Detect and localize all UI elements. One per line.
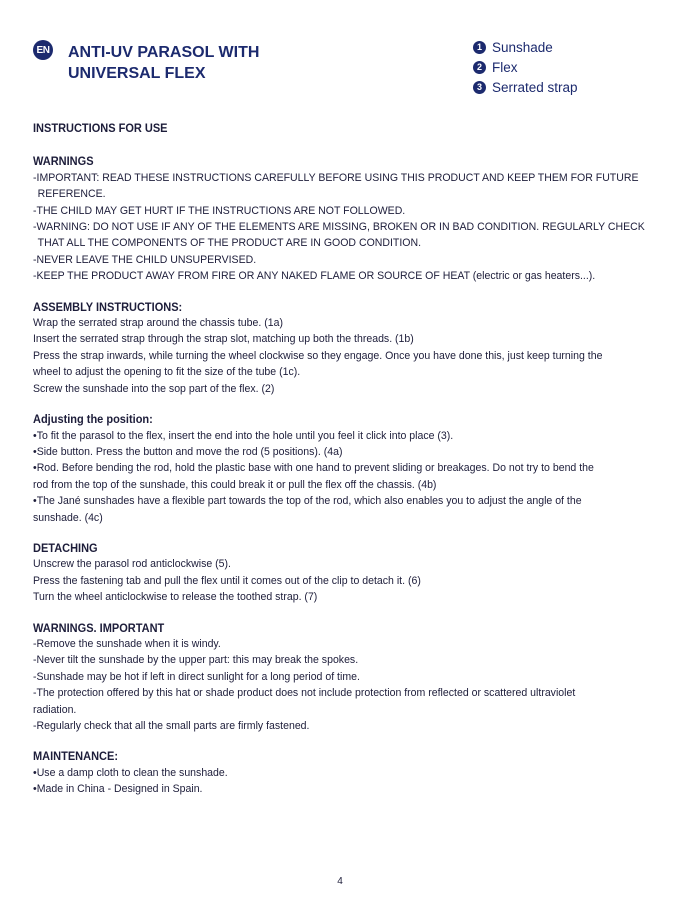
text-line: wheel to adjust the opening to fit the size of the tube (1c). — [33, 366, 301, 379]
text-line: REFERENCE. — [37, 188, 106, 201]
section-heading: ASSEMBLY INSTRUCTIONS: — [33, 299, 183, 314]
language-badge — [33, 40, 53, 60]
language-code: EN — [36, 44, 50, 56]
text-line: -Never tilt the sunshade by the upper part: this may break the spokes. — [33, 654, 359, 667]
text-line: -The protection offered by this hat or shade product does not include protection from reflected or scattered ultraviolet — [33, 687, 576, 700]
number-badge: 2 — [473, 61, 486, 74]
text-line: Insert the serrated strap through the strap slot, matching up both the threads. (1b) — [33, 333, 414, 346]
text-line: -Sunshade may be hot if left in direct sunlight for a long period of time. — [33, 670, 360, 683]
assembly-section — [33, 299, 645, 397]
text-line: -KEEP THE PRODUCT AWAY FROM FIRE OR ANY NAKED FLAME OR SOURCE OF HEAT (electric or gas heaters...). — [33, 270, 596, 283]
parts-legend — [473, 37, 578, 97]
text-line: Wrap the serrated strap around the chassis tube. (1a) — [33, 317, 283, 330]
maintenance-section — [33, 748, 645, 797]
text-line: rod from the top of the sunshade, this could break it or pull the flex off the chassis. (4b) — [33, 478, 437, 491]
part-label: Sunshade — [492, 39, 553, 55]
detaching-section — [33, 540, 645, 606]
part-label: Serrated strap — [492, 79, 578, 95]
parts-legend-item — [473, 57, 578, 77]
text-line: -THE CHILD MAY GET HURT IF THE INSTRUCTIONS ARE NOT FOLLOWED. — [33, 204, 406, 217]
text-line: -NEVER LEAVE THE CHILD UNSUPERVISED. — [33, 253, 257, 266]
adjusting-section — [33, 411, 645, 526]
section-heading: WARNINGS — [33, 154, 94, 169]
number-badge: 1 — [473, 41, 486, 54]
text-line: •Rod. Before bending the rod, hold the plastic base with one hand to prevent sliding or breakages. Do not try to bend the — [33, 462, 594, 475]
text-line: -Regularly check that all the small parts are firmly fastened. — [33, 720, 310, 732]
instructions-heading: INSTRUCTIONS FOR USE — [33, 121, 168, 135]
section-heading: WARNINGS. IMPORTANT — [33, 620, 165, 635]
section-heading: Adjusting the position: — [33, 412, 153, 427]
text-line: -WARNING: DO NOT USE IF ANY OF THE ELEMENTS ARE MISSING, BROKEN OR IN BAD CONDITION. REGULARLY CHECK — [33, 221, 645, 234]
title-line-2: UNIVERSAL FLEX — [68, 65, 206, 82]
text-line: THAT ALL THE COMPONENTS OF THE PRODUCT ARE IN GOOD CONDITION. — [37, 237, 422, 250]
parts-legend-item — [473, 77, 578, 97]
text-line: sunshade. (4c) — [33, 511, 103, 524]
number-badge: 3 — [473, 81, 486, 94]
part-label: Flex — [492, 59, 518, 75]
text-line: •The Jané sunshades have a flexible part towards the top of the rod, which also enables you to adjust the angle of the — [33, 495, 582, 508]
parts-legend-item — [473, 37, 578, 57]
text-line: Press the strap inwards, while turning the wheel clockwise so they engage. Once you have done this, just keep turning the — [33, 349, 603, 362]
warnings-section — [33, 153, 645, 284]
section-heading: DETACHING — [33, 540, 98, 555]
section-heading: MAINTENANCE: — [33, 749, 118, 764]
warnings-important-section — [33, 620, 645, 735]
product-title — [68, 42, 328, 84]
text-line: •To fit the parasol to the flex, insert the end into the hole until you feel it click into place (3). — [33, 429, 454, 442]
text-line: Press the fastening tab and pull the flex until it comes out of the clip to detach it. (6) — [33, 574, 421, 587]
text-line: Screw the sunshade into the sop part of the flex. (2) — [33, 382, 275, 395]
instructions-body — [33, 120, 645, 798]
page-number: 4 — [337, 876, 343, 887]
title-line-1: ANTI-UV PARASOL WITH — [68, 44, 260, 61]
text-line: Turn the wheel anticlockwise to release the toothed strap. (7) — [33, 591, 318, 604]
text-line: Unscrew the parasol rod anticlockwise (5). — [33, 558, 231, 571]
text-line: •Made in China - Designed in Spain. — [33, 783, 203, 796]
text-line: -IMPORTANT: READ THESE INSTRUCTIONS CAREFULLY BEFORE USING THIS PRODUCT AND KEEP THEM FOR FUTURE — [33, 171, 639, 184]
text-line: •Use a damp cloth to clean the sunshade. — [33, 766, 228, 779]
text-line: -Remove the sunshade when it is windy. — [33, 637, 221, 650]
text-line: radiation. — [33, 703, 77, 716]
text-line: •Side button. Press the button and move the rod (5 positions). (4a) — [33, 445, 343, 458]
